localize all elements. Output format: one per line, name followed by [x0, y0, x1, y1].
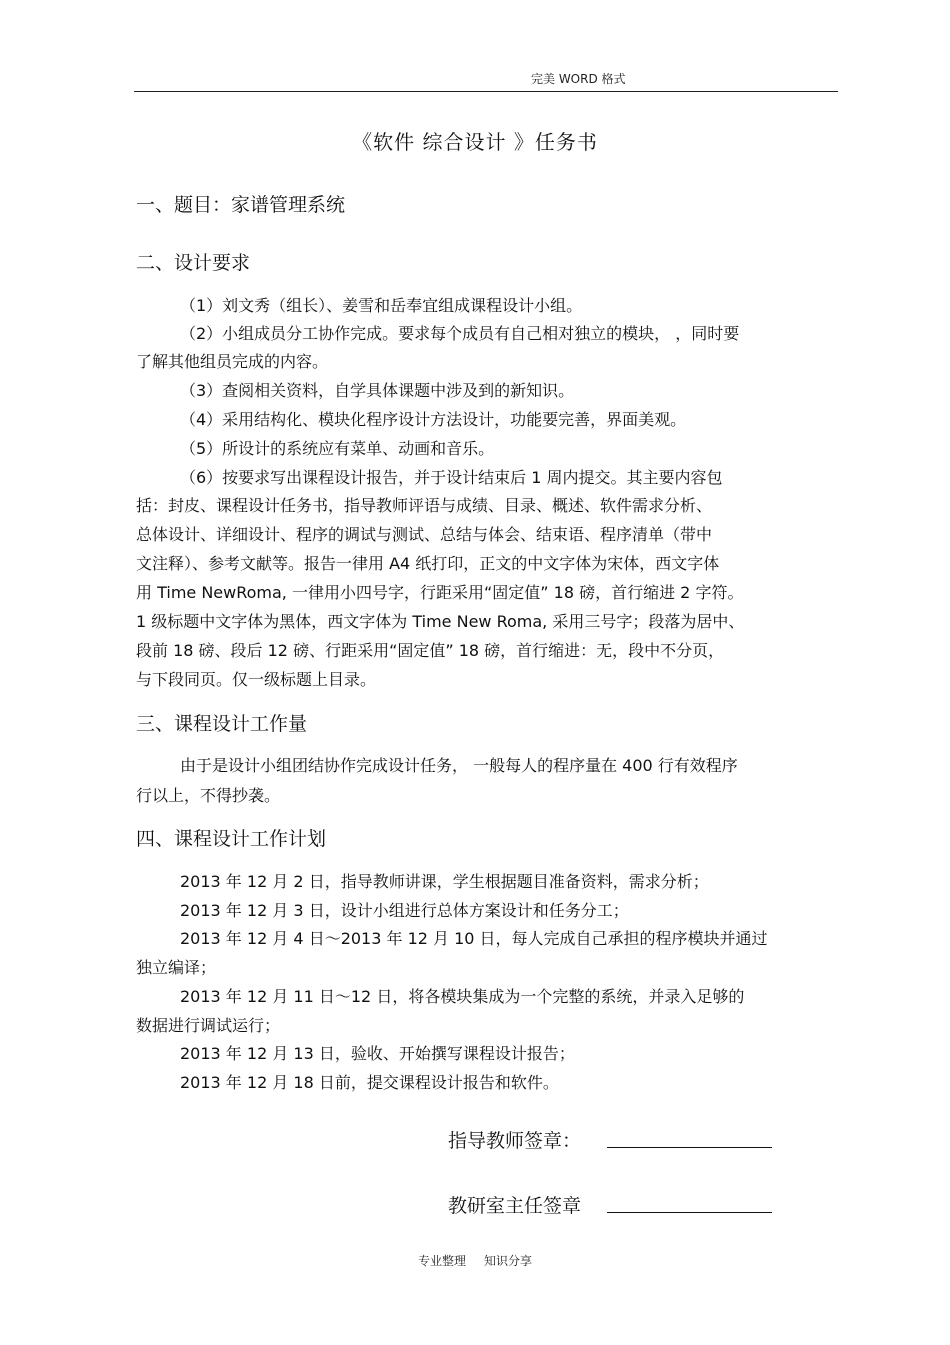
requirement-line: 文注释）、参考文献等。报告一律用 A4 纸打印，正文的中文字体为宋体，西文字体 — [136, 554, 720, 573]
section-heading-workload: 三、课程设计工作量 — [136, 713, 308, 735]
workload-line: 由于是设计小组团结协作完成设计任务， 一般每人的程序量在 400 行有效程序 — [180, 756, 738, 775]
document-title: 《软件 综合设计 》任务书 — [352, 130, 598, 154]
section-heading-plan: 四、课程设计工作计划 — [136, 828, 327, 850]
requirement-line: 与下段同页。仅一级标题上目录。 — [136, 670, 377, 689]
workload-line: 行以上，不得抄袭。 — [136, 786, 281, 805]
requirement-line: （1）刘文秀（组长）、姜雪和岳奉宜组成课程设计小组。 — [180, 296, 583, 315]
director-signature-label: 教研室主任签章 — [448, 1195, 582, 1217]
section-heading-requirements: 二、设计要求 — [136, 252, 251, 274]
plan-line: 独立编译； — [136, 958, 217, 977]
director-signature-line — [607, 1192, 772, 1213]
footer-left-text: 专业整理 — [417, 1254, 466, 1268]
teacher-signature-line — [607, 1127, 772, 1148]
requirement-line: 括：封皮、课程设计任务书，指导教师评语与成绩、目录、概述、软件需求分析、 — [136, 496, 713, 515]
plan-line: 2013 年 12 月 11 日～12 日，将各模块集成为一个完整的系统，并录入足够的 — [180, 987, 745, 1006]
teacher-signature-label: 指导教师签章： — [448, 1130, 582, 1152]
plan-line: 2013 年 12 月 18 日前，提交课程设计报告和软件。 — [180, 1073, 559, 1092]
requirement-line: 用 Time NewRoma, 一律用小四号字，行距采用“固定值” 18 磅，首行缩进 2 字符。 — [136, 583, 744, 602]
plan-line: 数据进行调试运行； — [136, 1016, 281, 1035]
requirement-line: （4）采用结构化、模块化程序设计方法设计，功能要完善，界面美观。 — [180, 410, 687, 429]
requirement-line: 1 级标题中文字体为黑体，西文字体为 Time New Roma, 采用三号字；段落为居中、 — [136, 612, 745, 631]
page-header — [134, 66, 838, 92]
plan-line: 2013 年 12 月 13 日，验收、开始撰写课程设计报告； — [180, 1044, 575, 1063]
requirement-line: 了解其他组员完成的内容。 — [136, 352, 329, 371]
requirement-line: 总体设计、详细设计、程序的调试与测试、总结与体会、结束语、程序清单（带中 — [136, 525, 713, 544]
plan-line: 2013 年 12 月 4 日～2013 年 12 月 10 日，每人完成自己承担的程序模块并通过 — [180, 929, 768, 948]
section-heading-topic: 一、题目：家谱管理系统 — [136, 194, 346, 216]
requirement-line: （5）所设计的系统应有菜单、动画和音乐。 — [180, 439, 495, 458]
plan-line: 2013 年 12 月 3 日，设计小组进行总体方案设计和任务分工； — [180, 901, 629, 920]
header-text: 完美 WORD 格式 — [531, 72, 626, 86]
requirement-line: （2）小组成员分工协作完成。要求每个成员有自己相对独立的模块， ，同时要 — [180, 324, 740, 343]
plan-line: 2013 年 12 月 2 日，指导教师讲课，学生根据题目准备资料，需求分析； — [180, 872, 709, 891]
requirement-line: （6）按要求写出课程设计报告，并于设计结束后 1 周内提交。其主要内容包 — [180, 468, 723, 487]
requirement-line: 段前 18 磅、段后 12 磅、行距采用“固定值” 18 磅，首行缩进：无，段中不分页， — [136, 641, 725, 660]
page-footer — [0, 1252, 950, 1269]
requirement-line: （3）查阅相关资料，自学具体课题中涉及到的新知识。 — [180, 381, 575, 400]
footer-right-text: 知识分享 — [484, 1254, 533, 1268]
